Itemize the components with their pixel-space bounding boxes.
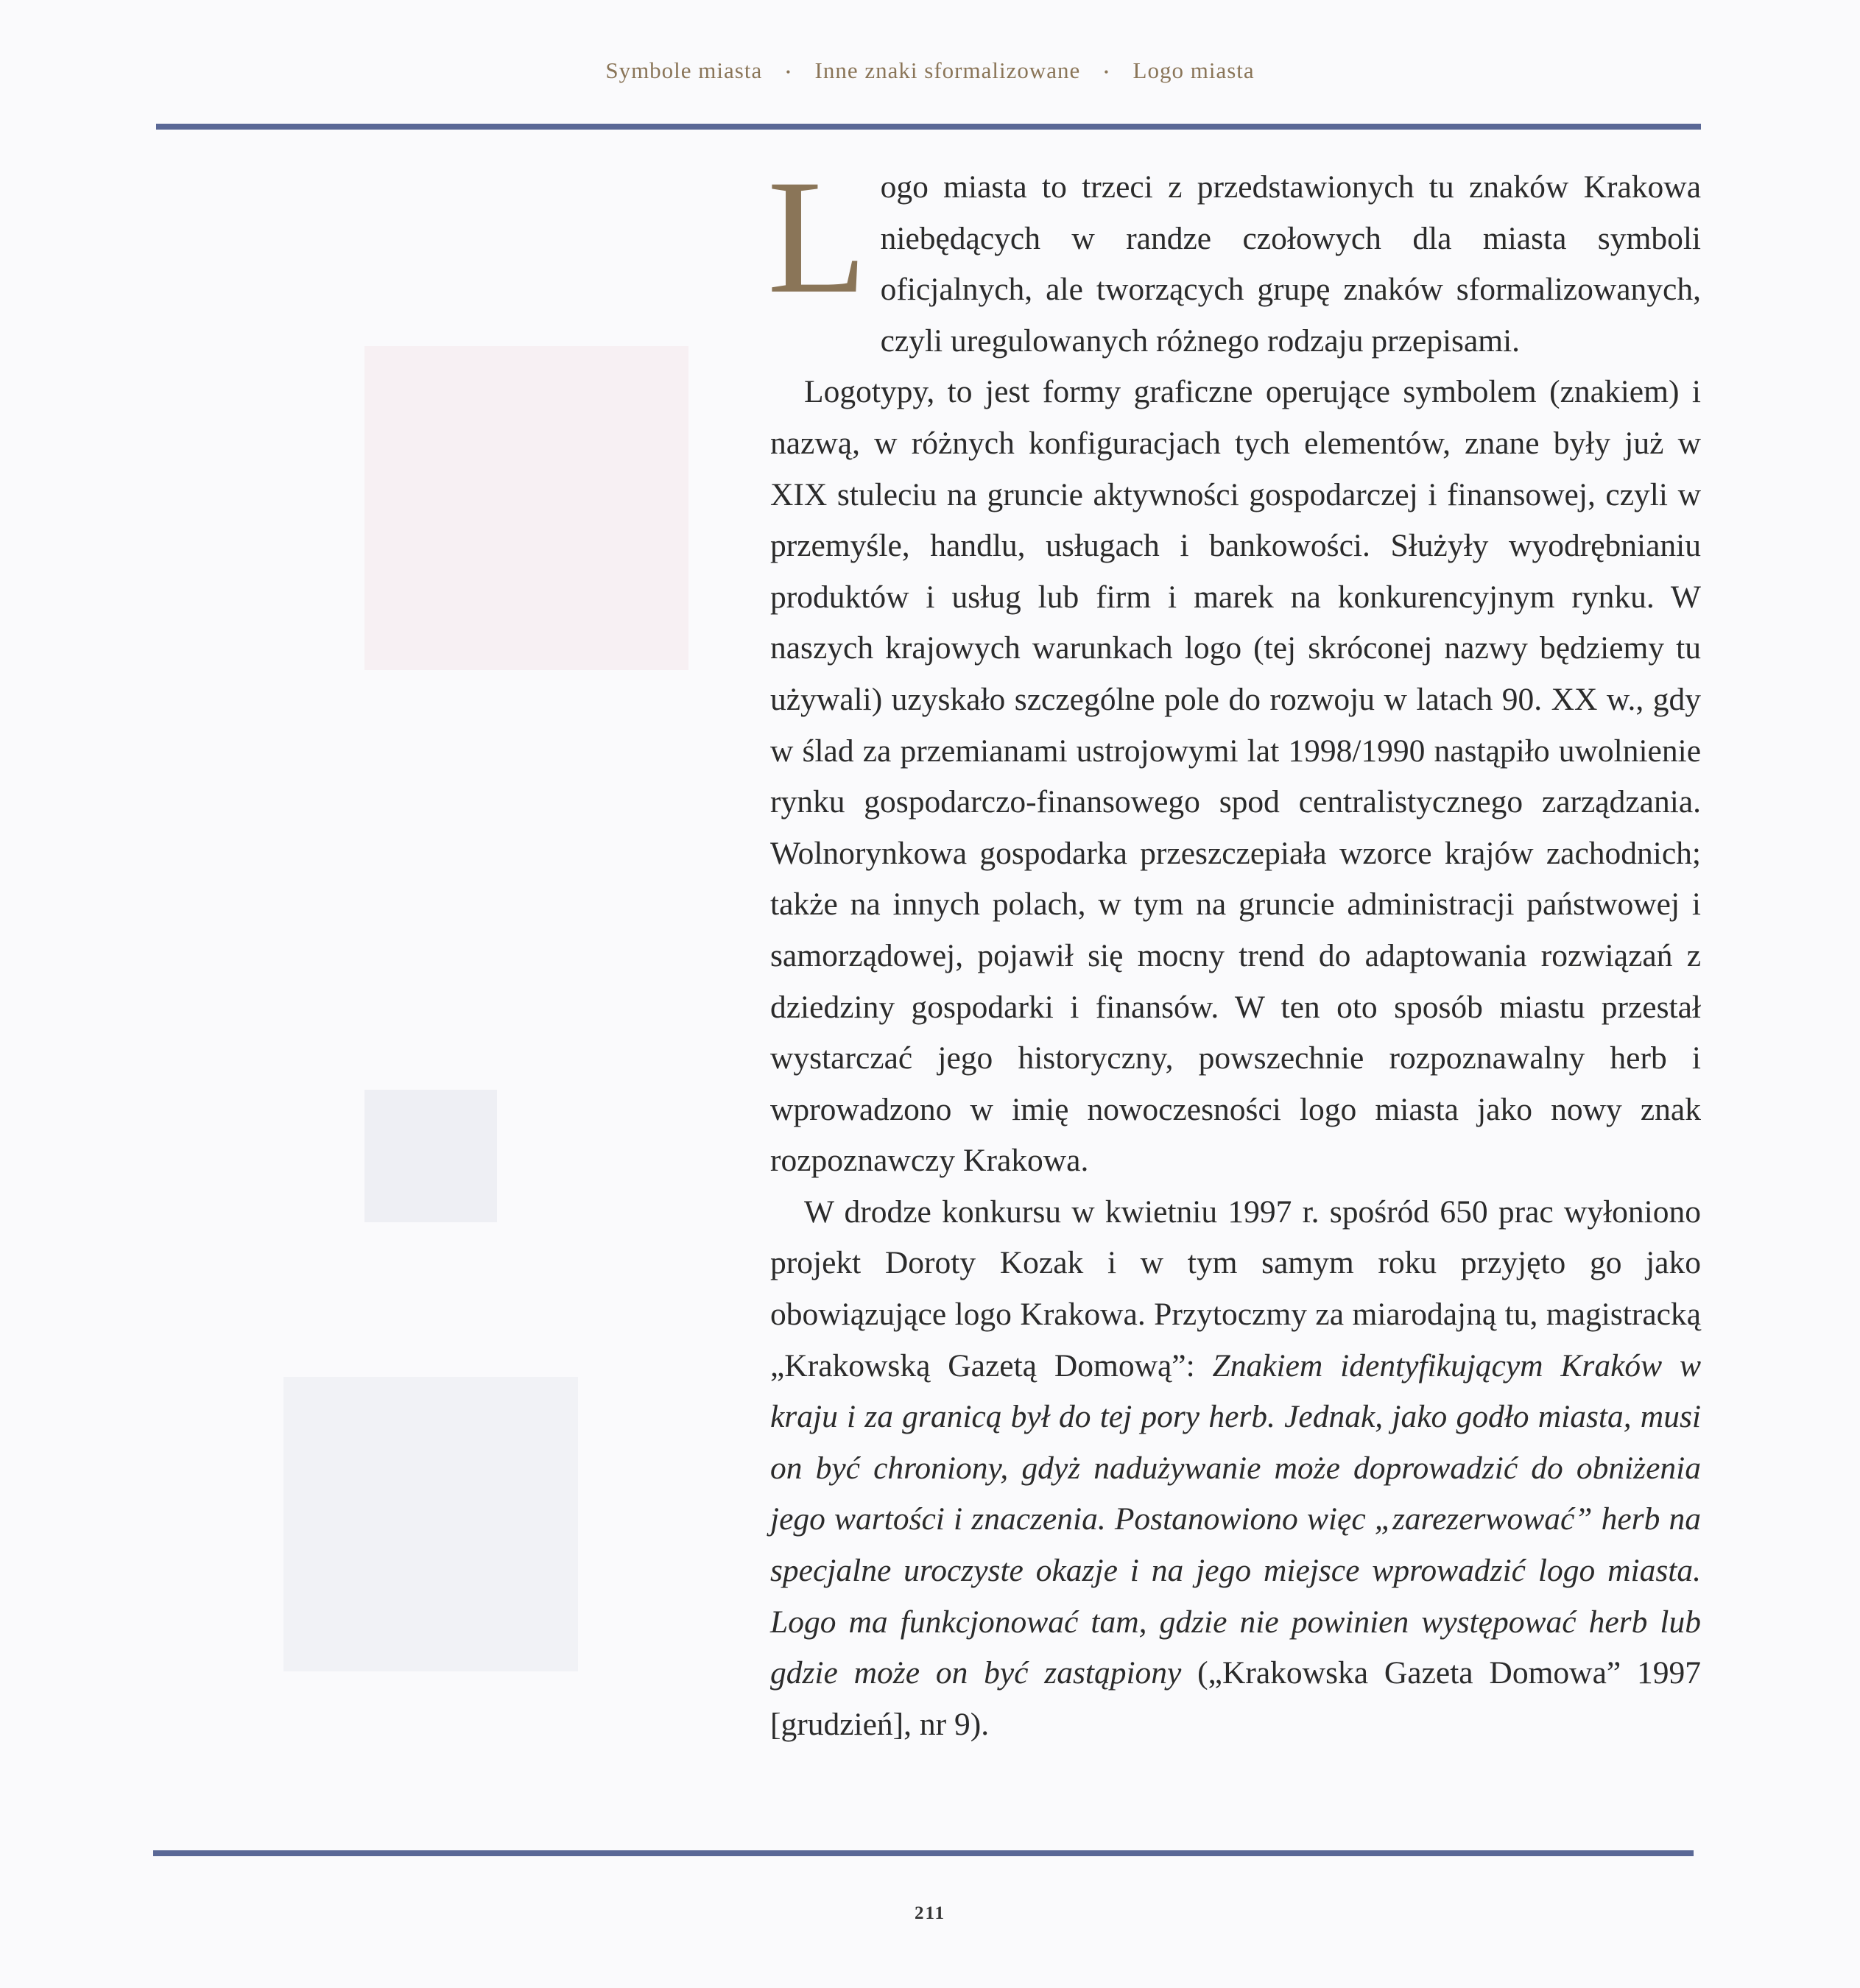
header-topic: Logo miasta — [1132, 57, 1255, 83]
bottom-rule — [153, 1850, 1694, 1856]
paragraph-1-text: ogo miasta to trzeci z przedstawionych tu znaków Krakowa niebędących w randze czołowych dla miasta symboli oficjalnych, ale tworzących grupę znaków sformalizowanych, czyli uregulowanych różnego rodzaju przepisami. — [880, 169, 1701, 359]
paragraph-3-quote: Znakiem identyfikującym Kraków w kraju i za granicą był do tej pory herb. Jednak, jako godło miasta, musi on być chroniony, gdyż nadużywanie może doprowadzić do obniżenia jego wartości i znaczenia. Postanowiono więc „zarezerwować” herb na specjalne uroczyste okazje i na jego miejsce wprowadzić logo miasta. Logo ma funkcjonować tam, gdzie nie powinien występować herb lub gdzie może on być zastąpiony — [770, 1347, 1702, 1691]
top-rule — [156, 124, 1701, 130]
header-separator-1: • — [786, 65, 792, 80]
header-subsection: Inne znaki sformalizowane — [814, 57, 1081, 83]
show-through-block-1 — [364, 346, 688, 670]
show-through-block-3 — [283, 1377, 578, 1671]
running-header — [0, 57, 1860, 84]
page-number: 211 — [914, 1903, 946, 1923]
header-separator-2: • — [1104, 65, 1110, 80]
paragraph-3-source: („Krakowska Gazeta Domowa” 1997 [grudzień], nr 9). — [770, 1655, 1701, 1742]
paragraph-3-intro: W drodze konkursu w kwietniu 1997 r. spośród 650 prac wyłoniono projekt Doroty Kozak i w tym samym roku przyjęto go jako obowiązujące logo Krakowa. Przytoczmy za miarodajną tu, magistracką „Krakowską Gazetą Domową”: — [770, 1194, 1701, 1384]
dropcap: L — [767, 147, 867, 328]
header-section: Symbole miasta — [605, 57, 763, 83]
main-text — [767, 147, 1702, 1750]
paragraph-1 — [767, 147, 1701, 367]
show-through-block-2 — [364, 1090, 497, 1222]
paragraph-3 — [770, 1187, 1701, 1751]
paragraph-2: Logotypy, to jest formy graficzne operujące symbolem (znakiem) i nazwą, w różnych konfiguracjach tych elementów, znane były już w XIX stuleciu na gruncie aktywności gospodarczej i finansowej, czyli w przemyśle, handlu, usługach i bankowości. Służyły wyodrębnianiu produktów i usług lub firm i marek na konkurencyjnym rynku. W naszych krajowych warunkach logo (tej skróconej nazwy będziemy tu używali) uzyskało szczególne pole do rozwoju w latach 90. XX w., gdy w ślad za przemianami ustrojowymi lat 1998/1990 nastąpiło uwolnienie rynku gospodarczo-finansowego spod centralistycznego zarządzania. Wolnorynkowa gospodarka przeszczepiała wzorce krajów zachodnich; także na innych polach, w tym na gruncie administracji państwowej i samorządowej, pojawił się mocny trend do adaptowania rozwiązań z dziedziny gospodarki i finansów. W ten oto sposób miastu przestał wystarczać jego historyczny, powszechnie rozpoznawalny herb i wprowadzono w imię nowoczesności logo miasta jako nowy znak rozpoznawczy Krakowa. — [770, 374, 1701, 1179]
